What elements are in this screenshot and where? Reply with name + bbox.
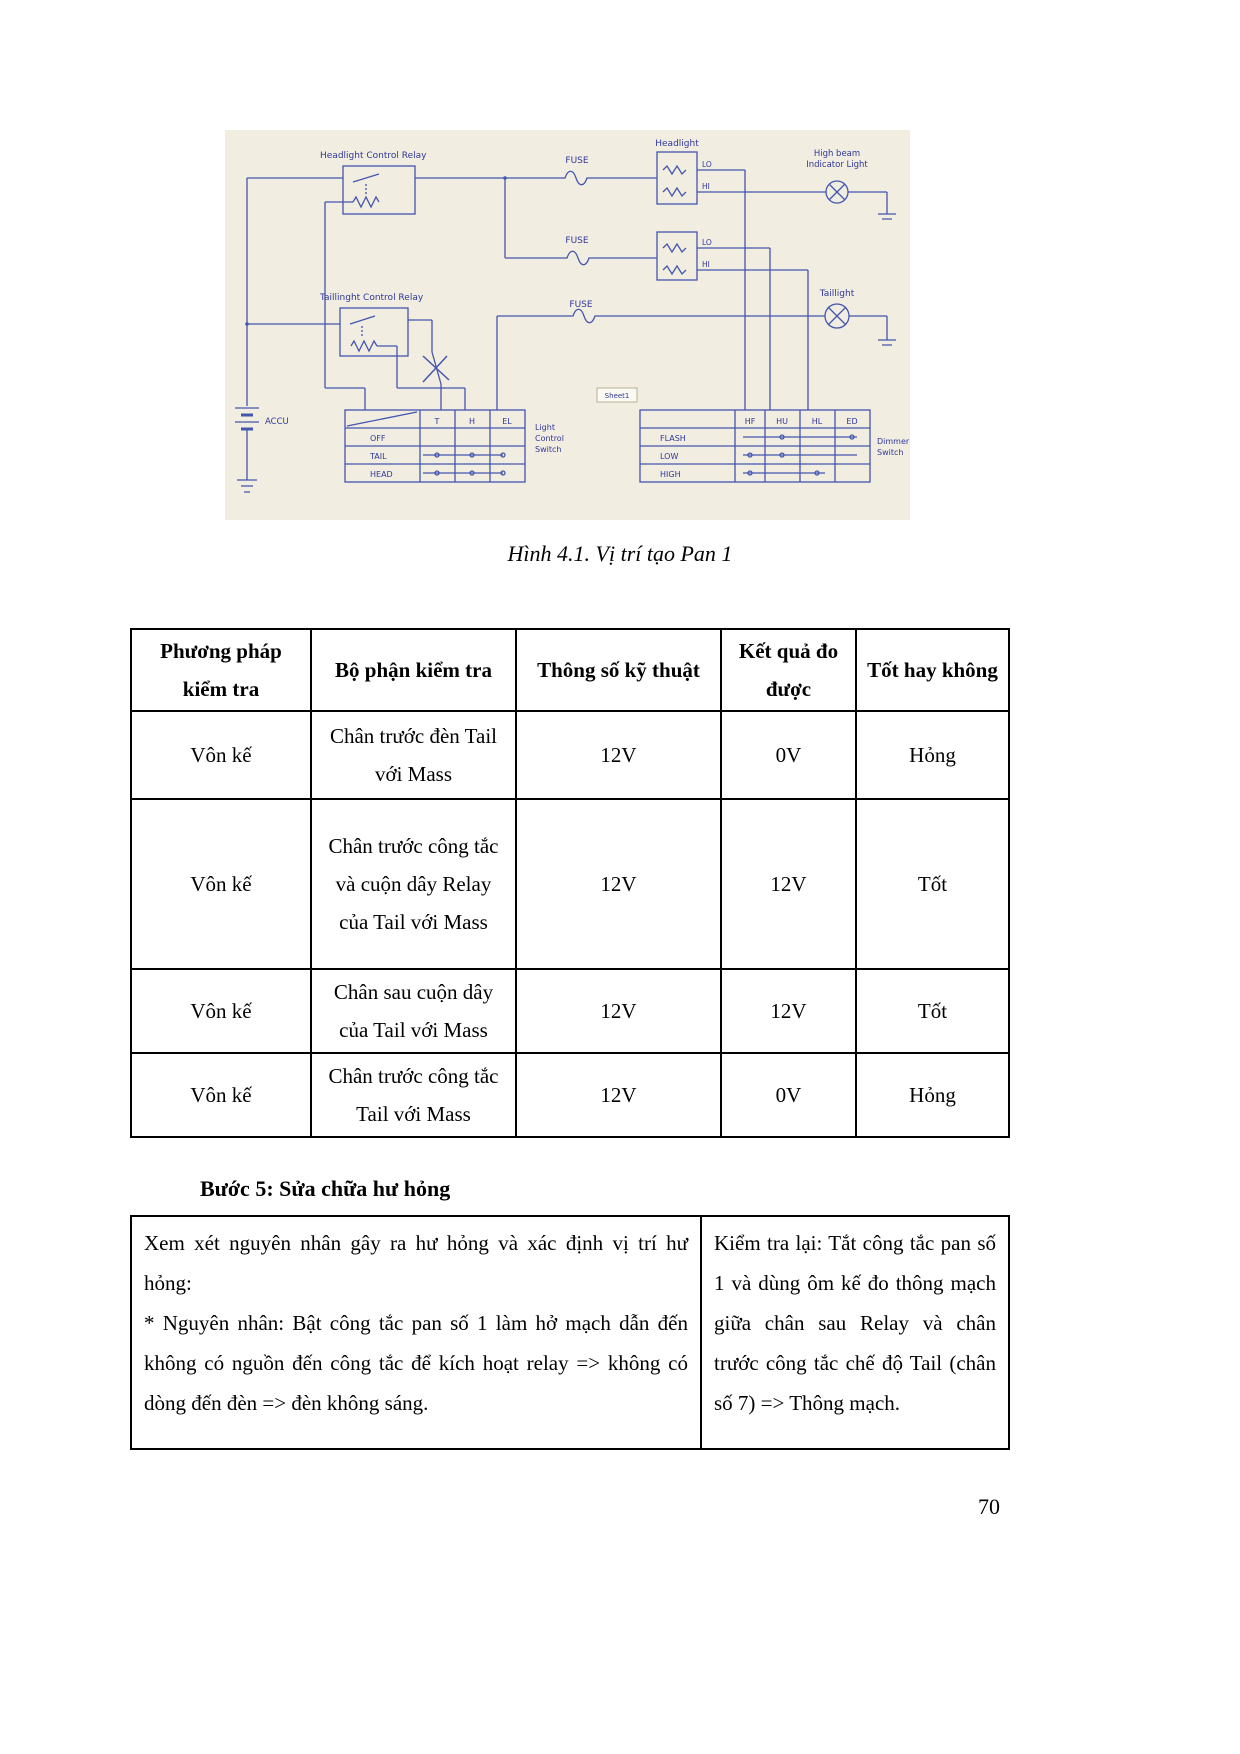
inspection-table — [130, 628, 1010, 1138]
dimmer-col-hf: HF — [744, 417, 756, 426]
ground-symbol-right-top — [878, 192, 896, 219]
cell-result: 0V — [721, 711, 856, 799]
header-status: Tốt hay không — [856, 629, 1009, 711]
cell-result: 0V — [721, 1053, 856, 1137]
step-heading: Bước 5: Sửa chữa hư hỏng — [200, 1176, 451, 1201]
taillight-label: Taillight — [819, 289, 855, 299]
headlight-relay-symbol — [343, 166, 415, 214]
high-beam-label-line2: Indicator Light — [806, 160, 868, 170]
header-spec: Thông số kỹ thuật — [516, 629, 721, 711]
fault-x-mark — [423, 356, 449, 382]
ground-symbol-right-bottom — [878, 316, 896, 345]
dimmer-label-line1: Dimmer — [877, 437, 910, 446]
cell-status: Hỏng — [856, 1053, 1009, 1137]
taillight-relay-label: Taillinght Control Relay — [320, 293, 424, 303]
cell-method: Vôn kế — [131, 799, 311, 969]
table-row — [131, 969, 1009, 1053]
cause-cell — [131, 1216, 701, 1449]
high-beam-label-line1: High beam — [813, 149, 861, 159]
header-component: Bộ phận kiểm tra — [311, 629, 516, 711]
light-switch-row-head: HEAD — [370, 470, 393, 479]
repair-table — [130, 1215, 1010, 1450]
cell-component: Chân sau cuộn dây của Tail với Mass — [311, 969, 516, 1053]
headlight-relay-label: Headlight Control Relay — [320, 151, 427, 161]
cell-status: Hỏng — [856, 711, 1009, 799]
light-switch-label-line1: Light — [535, 423, 555, 432]
cell-method: Vôn kế — [131, 711, 311, 799]
cell-status: Tốt — [856, 969, 1009, 1053]
fuse1-label: FUSE — [565, 156, 589, 166]
light-switch-label-line2: Control — [535, 434, 564, 443]
light-switch-label-line3: Switch — [535, 445, 562, 454]
repair-row — [131, 1216, 1009, 1449]
figure-caption: Hình 4.1. Vị trí tạo Pan 1 — [507, 541, 733, 566]
table-header-row — [131, 629, 1009, 711]
cell-result: 12V — [721, 799, 856, 969]
dimmer-row-high: HIGH — [660, 470, 681, 479]
dimmer-col-ed: ED — [846, 417, 858, 426]
fuse1-symbol — [555, 171, 598, 185]
cell-spec: 12V — [516, 969, 721, 1053]
lo2-label: LO — [702, 238, 712, 247]
hi1-label: HI — [702, 182, 710, 191]
dimmer-label-line2: Switch — [877, 448, 904, 457]
cell-component: Chân trước công tắc và cuộn dây Relay của Tail với Mass — [311, 799, 516, 969]
fuse2-label: FUSE — [565, 236, 589, 246]
hi2-label: HI — [702, 260, 710, 269]
dimmer-row-flash: FLASH — [660, 434, 686, 443]
header-method: Phương pháp kiểm tra — [131, 629, 311, 711]
cell-status: Tốt — [856, 799, 1009, 969]
table-row — [131, 799, 1009, 969]
headlight-label: Headlight — [655, 139, 699, 149]
cell-spec: 12V — [516, 799, 721, 969]
light-switch-col-t: T — [434, 417, 440, 426]
fuse3-symbol — [565, 309, 603, 323]
cell-method: Vôn kế — [131, 1053, 311, 1137]
light-switch-col-el: EL — [502, 417, 512, 426]
cell-method: Vôn kế — [131, 969, 311, 1053]
headlight2-symbol — [657, 232, 697, 280]
cell-component: Chân trước đèn Tail với Mass — [311, 711, 516, 799]
headlight1-symbol — [657, 152, 697, 204]
table-row — [131, 711, 1009, 799]
header-result: Kết quả đo được — [721, 629, 856, 711]
cell-spec: 12V — [516, 1053, 721, 1137]
wires — [235, 152, 896, 492]
light-switch-col-h: H — [468, 417, 476, 426]
cause-paragraph-2: * Nguyên nhân: Bật công tắc pan số 1 làm hở mạch dẫn đến không có nguồn đến công tắc để kích hoạt relay => không có dòng đến đèn => đèn không sáng. — [144, 1311, 688, 1415]
table-row — [131, 1053, 1009, 1137]
junction-dots — [245, 176, 507, 326]
fuse2-symbol — [557, 251, 599, 265]
light-switch-row-off: OFF — [370, 434, 386, 443]
verify-paragraph: Kiểm tra lại: Tắt công tắc pan số 1 và dùng ôm kế đo thông mạch giữa chân sau Relay và chân trước công tắc chế độ Tail (chân số 7) => Thông mạch. — [714, 1231, 996, 1415]
verify-cell — [701, 1216, 1009, 1449]
cell-spec: 12V — [516, 711, 721, 799]
light-switch-row-tail: TAIL — [370, 452, 387, 461]
circuit-diagram-svg — [225, 130, 910, 520]
dimmer-col-hu: HU — [776, 417, 788, 426]
fuse3-label: FUSE — [569, 300, 593, 310]
circuit-diagram — [225, 130, 910, 520]
cell-component: Chân trước công tắc Tail với Mass — [311, 1053, 516, 1137]
page-number: 70 — [978, 1494, 1000, 1519]
lo1-label: LO — [702, 160, 712, 169]
ground-symbol-left — [237, 480, 257, 492]
dimmer-row-low: LOW — [660, 452, 679, 461]
sheet-tag-label: Sheet1 — [604, 392, 630, 400]
dimmer-col-hl: HL — [811, 417, 823, 426]
taillight-relay-symbol — [340, 308, 408, 356]
cause-paragraph-1: Xem xét nguyên nhân gây ra hư hỏng và xác định vị trí hư hỏng: — [144, 1231, 688, 1295]
cell-result: 12V — [721, 969, 856, 1053]
accu-label: ACCU — [265, 417, 289, 427]
